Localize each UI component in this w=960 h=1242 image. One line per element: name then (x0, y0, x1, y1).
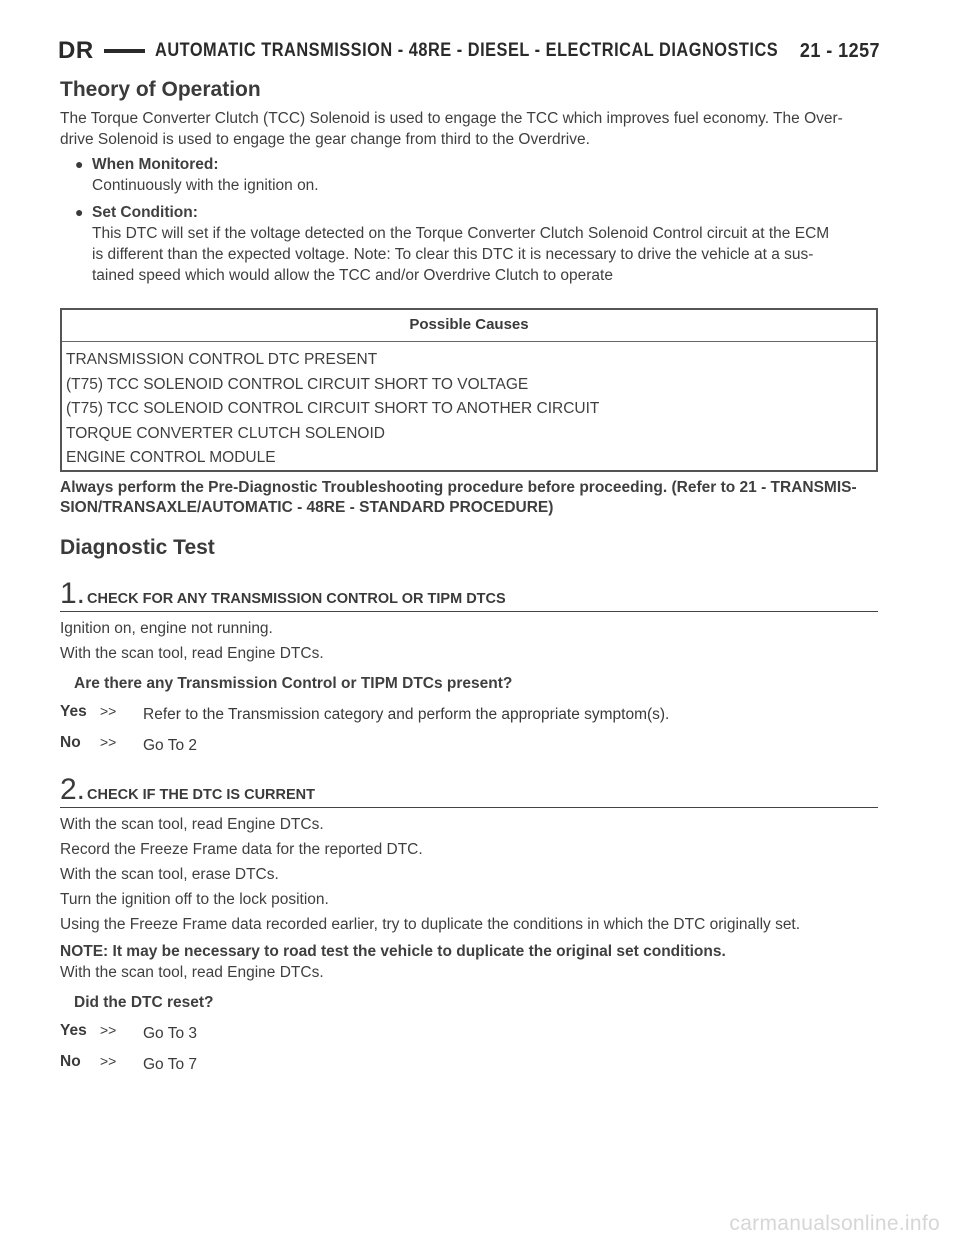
bullet-text: tained speed which would allow the TCC and/or Overdrive Clutch to operate (92, 267, 613, 284)
cause-item: ENGINE CONTROL MODULE (66, 449, 276, 466)
pre-diagnostic-note (60, 478, 878, 518)
answer-text: Go To 7 (143, 1055, 198, 1073)
possible-causes-header: Possible Causes (61, 309, 877, 342)
bullet-text: This DTC will set if the voltage detected on the Torque Converter Clutch Solenoid Control circuit at the ECM (92, 225, 830, 242)
step-1-title (60, 576, 878, 612)
step-line: With the scan tool, read Engine DTCs. (60, 815, 324, 833)
answer-no (60, 1051, 878, 1075)
step-title-text: CHECK FOR ANY TRANSMISSION CONTROL OR TIPM DTCS (87, 590, 506, 607)
step-question: Did the DTC reset? (74, 993, 214, 1011)
bullet-text: is different than the expected voltage. Note: To clear this DTC it is necessary to drive the vehicle at a sus- (92, 246, 814, 263)
step-line: With the scan tool, erase DTCs. (60, 865, 279, 883)
answer-text: Refer to the Transmission category and perform the appropriate symptom(s). (143, 705, 670, 723)
diagnostic-heading: Diagnostic Test (60, 535, 215, 559)
answer-label: Yes (60, 702, 87, 720)
step-line: With the scan tool, read Engine DTCs. (60, 644, 324, 662)
bullet-text: Continuously with the ignition on. (92, 177, 319, 194)
page-header (58, 36, 880, 66)
arrow-icon: >> (100, 1052, 117, 1069)
header-title: AUTOMATIC TRANSMISSION - 48RE - DIESEL - ELECTRICAL DIAGNOSTICS (155, 40, 779, 61)
step-2-title (60, 772, 878, 808)
bullet-when-monitored (60, 154, 878, 196)
header-rule (104, 49, 146, 53)
answer-text: Go To 3 (143, 1024, 198, 1042)
cause-item: TORQUE CONVERTER CLUTCH SOLENOID (66, 424, 385, 442)
page-content (60, 78, 878, 1075)
pre-note-line: SION/TRANSAXLE/AUTOMATIC - 48RE - STANDARD PROCEDURE) (60, 498, 554, 516)
step-line: Turn the ignition off to the lock position. (60, 890, 329, 908)
bullet-set-condition (60, 202, 878, 286)
arrow-icon: >> (100, 733, 117, 750)
answer-label: No (60, 733, 81, 751)
theory-body (60, 108, 878, 150)
step-number: 2. (60, 772, 86, 806)
pre-note-line: Always perform the Pre-Diagnostic Troubleshooting procedure before proceeding. (Refer to 21 - TRANSMIS- (60, 478, 857, 496)
theory-body-line: drive Solenoid is used to engage the gear change from third to the Overdrive. (60, 131, 590, 148)
theory-heading: Theory of Operation (60, 78, 261, 101)
arrow-icon: >> (100, 1021, 117, 1038)
watermark: carmanualsonline.info (729, 1212, 940, 1235)
bullet-icon: ● (75, 156, 84, 172)
bullet-icon: ● (75, 204, 84, 220)
answer-label: Yes (60, 1021, 87, 1039)
possible-causes-table (60, 308, 878, 472)
arrow-icon: >> (100, 702, 117, 719)
step-note: NOTE: It may be necessary to road test the vehicle to duplicate the original set conditions. (60, 942, 726, 960)
step-question: Are there any Transmission Control or TIPM DTCs present? (74, 674, 513, 692)
header-page-number: 21 - 1257 (799, 39, 880, 62)
step-line: With the scan tool, read Engine DTCs. (60, 963, 324, 981)
cause-item: (T75) TCC SOLENOID CONTROL CIRCUIT SHORT TO VOLTAGE (66, 375, 529, 393)
cause-item: (T75) TCC SOLENOID CONTROL CIRCUIT SHORT TO ANOTHER CIRCUIT (66, 400, 600, 417)
answer-yes (60, 1020, 878, 1044)
bullet-heading: When Monitored: (92, 156, 219, 173)
step-number: 1. (60, 576, 86, 610)
answer-no (60, 732, 878, 756)
answer-yes (60, 701, 878, 725)
step-line: Ignition on, engine not running. (60, 619, 273, 637)
answer-text: Go To 2 (143, 736, 198, 754)
theory-body-line: The Torque Converter Clutch (TCC) Solenoid is used to engage the TCC which improves fuel economy. The Over- (60, 110, 843, 127)
bullet-heading: Set Condition: (92, 204, 198, 221)
step-title-text: CHECK IF THE DTC IS CURRENT (87, 786, 316, 803)
step-line: Using the Freeze Frame data recorded earlier, try to duplicate the conditions in which the DTC originally set. (60, 915, 801, 933)
cause-item: TRANSMISSION CONTROL DTC PRESENT (66, 351, 378, 368)
header-model-code: DR (58, 37, 94, 64)
answer-label: No (60, 1052, 81, 1070)
step-line: Record the Freeze Frame data for the reported DTC. (60, 840, 423, 858)
